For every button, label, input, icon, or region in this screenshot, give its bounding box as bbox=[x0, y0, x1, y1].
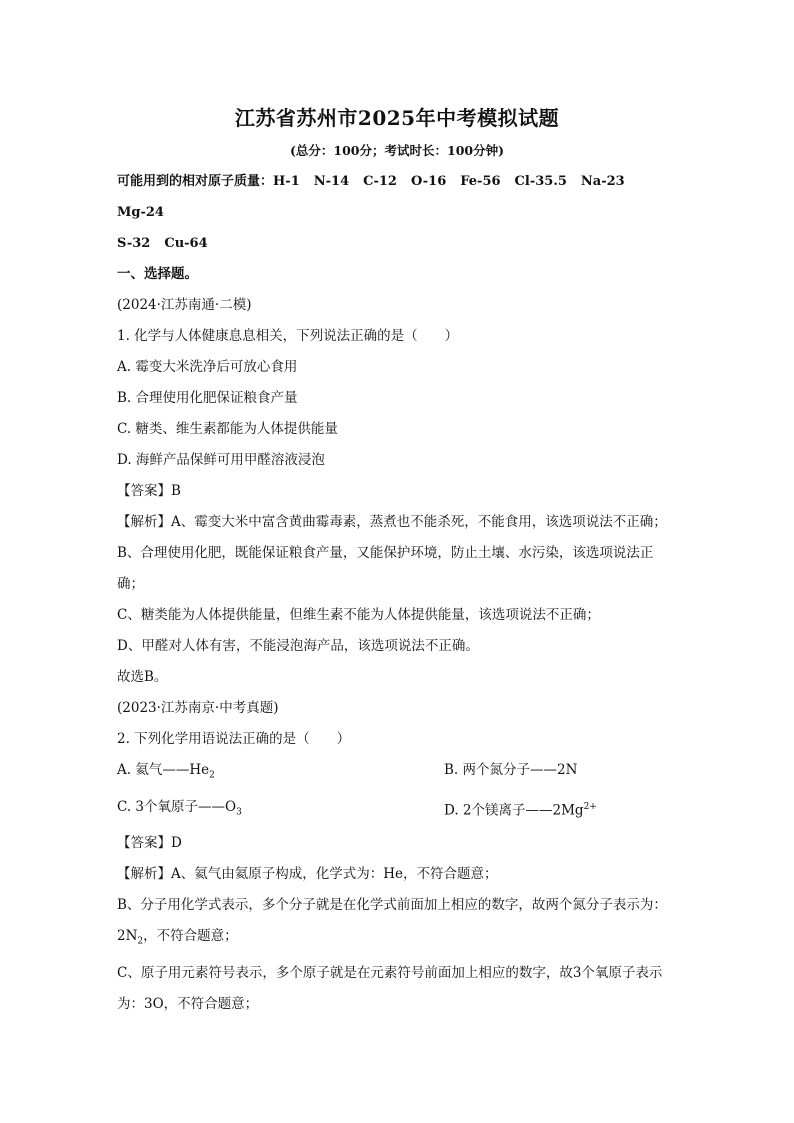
q2-options-row-1 bbox=[117, 755, 677, 792]
option-text: C. 3个氧原子——O bbox=[117, 798, 237, 815]
mass-item: N-14 bbox=[313, 174, 350, 189]
atomic-masses bbox=[117, 166, 677, 259]
mass-item: Cl-35.5 bbox=[514, 174, 567, 189]
subscript: 2 bbox=[137, 937, 144, 948]
q1-option-d: D. 海鲜产品保鲜可用甲醛溶液浸泡 bbox=[117, 452, 325, 468]
q1-answer bbox=[117, 476, 677, 507]
mass-item: H-1 bbox=[273, 174, 300, 189]
q1-option-b: B. 合理使用化肥保证粮食产量 bbox=[117, 390, 298, 406]
exam-title: 江苏省苏州市2025年中考模拟试题 bbox=[234, 106, 560, 130]
q1-conclusion: 故选B。 bbox=[117, 669, 168, 685]
q2-source: (2023·江苏南京·中考真题) bbox=[117, 700, 279, 716]
q1-stem: 1. 化学与人体健康息息相关，下列说法正确的是（ ） bbox=[117, 328, 459, 344]
q2-option-a bbox=[117, 755, 444, 792]
analysis-label: 【解析】 bbox=[117, 866, 171, 883]
option-text: A. 氦气——He bbox=[117, 762, 210, 778]
q2-option-c bbox=[117, 792, 444, 829]
analysis-text: A、霉变大米中富含黄曲霉毒素，蒸煮也不能杀死，不能食用，该选项说法不正确； bbox=[171, 514, 667, 530]
analysis-text: ，不符合题意； bbox=[143, 928, 238, 945]
analysis-label: 【解析】 bbox=[117, 514, 171, 530]
q2-options-row-2 bbox=[117, 792, 677, 829]
exam-page bbox=[117, 100, 677, 1020]
q2-analysis-b bbox=[117, 890, 677, 958]
mass-item: O-16 bbox=[410, 174, 447, 189]
answer-value: B bbox=[171, 483, 181, 499]
mass-item: Cu-64 bbox=[164, 236, 208, 251]
q2-analysis-a bbox=[117, 859, 677, 890]
analysis-text: B、分子用化学式表示，多个分子就是在化学式前面加上相应的数字，故两个氮分子表示为：2N bbox=[117, 897, 667, 945]
mass-item: Na-23 bbox=[580, 174, 625, 189]
section-heading: 一、选择题。 bbox=[117, 266, 198, 282]
q2-stem: 2. 下列化学用语说法正确的是（ ） bbox=[117, 731, 351, 747]
q1-analysis-b: B、合理使用化肥，既能保证粮食产量，又能保护环境，防止土壤、水污染，该选项说法正确； bbox=[117, 545, 654, 592]
superscript: 2+ bbox=[583, 801, 597, 812]
q1-source: (2024·江苏南通·二模) bbox=[117, 297, 252, 313]
q1-analysis-d: D、甲醛对人体有害，不能浸泡海产品，该选项说法不正确。 bbox=[117, 638, 479, 654]
mass-item: S-32 bbox=[117, 236, 151, 251]
q2-answer bbox=[117, 828, 677, 859]
answer-value: D bbox=[171, 835, 182, 852]
q1-option-c: C. 糖类、维生素都能为人体提供能量 bbox=[117, 421, 338, 437]
answer-label: 【答案】 bbox=[117, 835, 171, 852]
answer-label: 【答案】 bbox=[117, 483, 171, 499]
subscript: 2 bbox=[209, 770, 215, 781]
q2-option-d bbox=[444, 792, 677, 829]
analysis-text: A、氦气由氦原子构成，化学式为：He，不符合题意； bbox=[171, 866, 498, 883]
mass-item: C-12 bbox=[363, 174, 397, 189]
exam-subtitle: (总分：100分；考试时长：100分钟) bbox=[289, 143, 504, 158]
atomic-masses-label: 可能用到的相对原子质量： bbox=[117, 174, 274, 189]
q2-analysis-c: C、原子用元素符号表示，多个原子就是在元素符号前面加上相应的数字，故3个氧原子表示为：3O，不符合题意； bbox=[117, 965, 663, 1013]
subscript: 3 bbox=[236, 807, 242, 818]
q1-analysis-a bbox=[117, 507, 677, 538]
option-text: D. 2个镁离子——2Mg bbox=[444, 802, 584, 819]
q1-option-a: A. 霉变大米洗净后可放心食用 bbox=[117, 359, 298, 375]
q2-option-b: B. 两个氮分子——2N bbox=[444, 762, 578, 778]
mass-item: Mg-24 bbox=[117, 205, 164, 220]
mass-item: Fe-56 bbox=[460, 174, 501, 189]
q1-analysis-c: C、糖类能为人体提供能量，但维生素不能为人体提供能量，该选项说法不正确； bbox=[117, 607, 600, 623]
